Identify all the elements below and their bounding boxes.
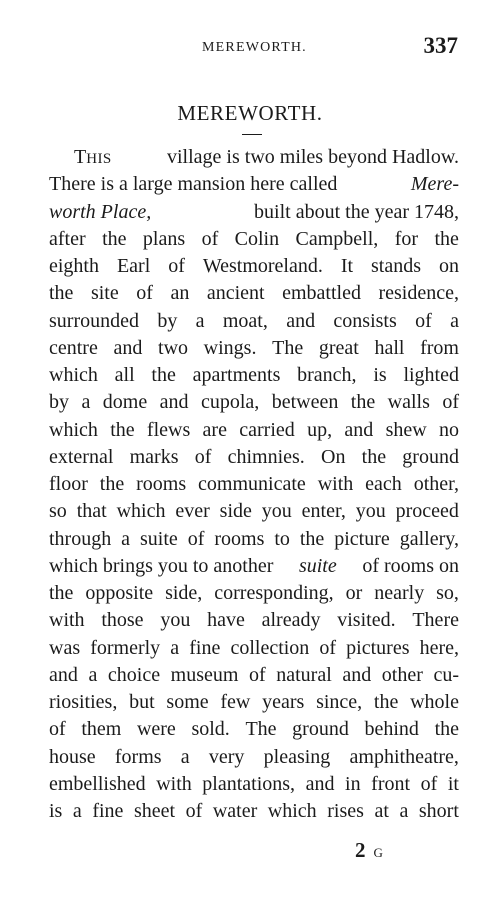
signature-mark [355,838,383,863]
word: which [49,418,98,441]
text-line [49,607,459,634]
word: is [373,364,387,386]
word: gallery, [399,527,459,550]
word: house [49,745,96,768]
word: the [373,691,399,713]
word: surrounded [49,309,139,332]
word: few [220,691,251,713]
word: which [267,800,317,822]
word: some [166,691,209,713]
word: or [345,582,363,604]
word: of [415,309,432,332]
word: of [185,800,203,822]
italic-segment: Mere- [410,173,459,196]
word: site [90,282,119,305]
word: enter, [301,500,346,523]
word: a [170,636,180,659]
word: external [49,445,114,468]
word: the [151,364,176,386]
word: the [361,445,387,468]
word: ancient [206,282,265,305]
word: shew [385,418,427,441]
word: fine [92,800,124,822]
word: the [350,391,376,414]
word: after [49,227,86,250]
word: of [168,255,185,277]
word: but [129,691,155,713]
word: corresponding, [214,582,334,604]
text-line [49,798,459,825]
word: no [438,418,459,441]
word: opposite [85,582,154,604]
word: at [374,800,389,822]
word: eighth [49,255,99,277]
word: was [49,636,81,659]
text-line [49,335,459,362]
text-line [49,498,459,525]
word: nearly [374,582,425,604]
word: of [420,772,438,795]
word: amphitheatre, [349,745,459,768]
body-text [49,144,459,825]
word: hall [374,336,405,359]
word: plantations, [202,772,296,795]
italic-segment: suite [298,554,337,577]
running-head: MEREWORTH. [202,40,307,55]
word: of [49,718,66,741]
page-number: 337 [423,33,458,58]
word: Westmoreland. [202,255,323,277]
word: visited. [337,609,396,632]
word: of [442,391,459,414]
word: pictures [346,636,410,659]
title-rule [242,134,262,135]
word: proceed [395,500,459,523]
word: years [262,691,305,713]
word: and [305,772,335,795]
word: so [49,500,67,523]
word: up, [307,418,333,441]
word: the [49,582,74,604]
word: lighted [403,364,459,386]
word: cupola, [200,391,260,414]
word: choice [107,663,161,686]
word: rooms [214,527,265,550]
word: collection [230,636,310,659]
word: moat, [222,309,268,332]
text-line [49,171,459,198]
word: already [261,609,321,632]
word: with [317,473,354,495]
word: riosities, [49,691,118,713]
word: and [286,309,316,332]
text-segment: built about the year 1748, [254,200,459,223]
text-line [49,635,459,662]
text-segment: village is two miles beyond Hadlow. [167,146,459,168]
chapter-title: MEREWORTH. [177,101,323,125]
text-line [49,444,459,471]
word: in [345,772,361,795]
text-segment: which brings you to another [49,554,274,577]
word: forms [114,745,162,768]
word: plans [142,227,186,250]
word: a [195,309,205,332]
word: those [101,609,144,632]
italic-segment: worth Place, [49,200,152,223]
word: a [450,309,459,332]
word: of [194,445,212,468]
word: you [160,609,191,632]
text-line [49,199,459,226]
word: you [261,500,292,523]
word: two [158,336,189,359]
word: a [72,800,82,822]
word: side [219,500,252,523]
word: an [170,282,190,305]
text-line [49,389,459,416]
word: them [81,718,122,741]
word: and [159,391,189,414]
word: Campbell, [295,227,379,250]
word: natural [276,663,332,686]
word: and [49,663,78,686]
word: ever [175,500,210,523]
word: The [245,718,277,741]
word: by [49,391,69,414]
word: here, [419,636,459,659]
text-line [49,417,459,444]
word: wings. [203,336,257,359]
word: formerly [90,636,161,659]
word: branch, [297,364,357,386]
word: the [434,718,459,741]
word: walls [387,391,430,414]
word: on [438,255,459,277]
word: stands [371,255,421,277]
word: with [156,772,192,795]
word: ground [292,718,349,741]
word: great [318,336,359,359]
word: to [274,527,290,550]
text-line [49,716,459,743]
word: of [136,282,153,305]
word: have [207,609,245,632]
text-line [49,471,459,498]
drop-word [74,144,112,171]
word: other, [413,473,459,495]
text-line [49,689,459,716]
text-line [49,280,459,307]
word: It [340,255,354,277]
word: through [49,527,112,550]
word: water [212,800,258,822]
word: a [180,745,190,768]
word: you [355,500,386,523]
word: the [49,282,74,305]
word: sheet [133,800,176,822]
word: all [114,364,135,386]
word: On [321,445,346,468]
word: flews [146,418,191,441]
word: the [99,473,125,495]
word: museum [170,663,239,686]
text-line [49,362,459,389]
word: fine [189,636,221,659]
initial-letter: T [74,146,87,168]
word: of [201,227,219,250]
text-line [49,580,459,607]
word: behind [364,718,419,741]
word: is [49,800,63,822]
word: picture [334,527,390,550]
word: There [412,609,459,632]
word: pleasing [263,745,331,768]
text-line [49,526,459,553]
text-line [49,253,459,280]
word: short [418,800,459,822]
word: very [208,745,245,768]
word: rooms [136,473,187,495]
small-caps-word: HIS [86,151,112,167]
word: for [394,227,419,250]
word: consists [333,309,397,332]
word: and [113,336,143,359]
word: by [157,309,178,332]
word: it [447,772,459,795]
word: which [116,500,166,523]
word: so, [436,582,459,604]
word: marks [129,445,179,468]
text-segment: There is a large mansion here called [49,173,338,196]
word: cu- [433,663,459,686]
text-line [49,144,459,171]
word: side, [165,582,203,604]
word: each [365,473,402,495]
word: and [344,418,374,441]
signature-letter: G [373,845,383,860]
word: a [88,663,98,686]
word: of [319,636,337,659]
word: embellished [49,772,146,795]
word: were [136,718,176,741]
word: centre [49,336,98,359]
word: are [202,418,227,441]
word: Colin [234,227,280,250]
word: floor [49,473,88,495]
word: Earl [116,255,151,277]
word: apartments [192,364,281,386]
text-line [49,771,459,798]
word: dome [102,391,148,414]
word: with [49,609,85,632]
text-line [49,662,459,689]
word: whole [410,691,459,713]
word: The [272,336,304,359]
word: embattled [282,282,361,305]
word: of [187,527,205,550]
word: rises [327,800,364,822]
word: carried [239,418,295,441]
word: the [110,418,135,441]
word: other [381,663,423,686]
text-segment: of rooms on [362,554,459,577]
word: communicate [198,473,306,495]
word: chimnies. [227,445,305,468]
word: since, [316,691,363,713]
word: a [121,527,131,550]
word: a [81,391,91,414]
word: the [434,227,459,250]
word: and [342,663,372,686]
text-line [49,226,459,253]
word: sold. [191,718,230,741]
word: the [102,227,127,250]
signature-number: 2 [355,838,368,862]
word: of [249,663,266,686]
text-line [49,308,459,335]
word: front [371,772,411,795]
word: a [399,800,409,822]
word: from [420,336,459,359]
word: which [49,364,98,386]
word: ground [402,445,459,468]
word: that [76,500,107,523]
word: between [271,391,339,414]
text-line [49,553,459,580]
word: suite [140,527,178,550]
word: the [299,527,325,550]
word: residence, [378,282,459,305]
text-line [49,744,459,771]
